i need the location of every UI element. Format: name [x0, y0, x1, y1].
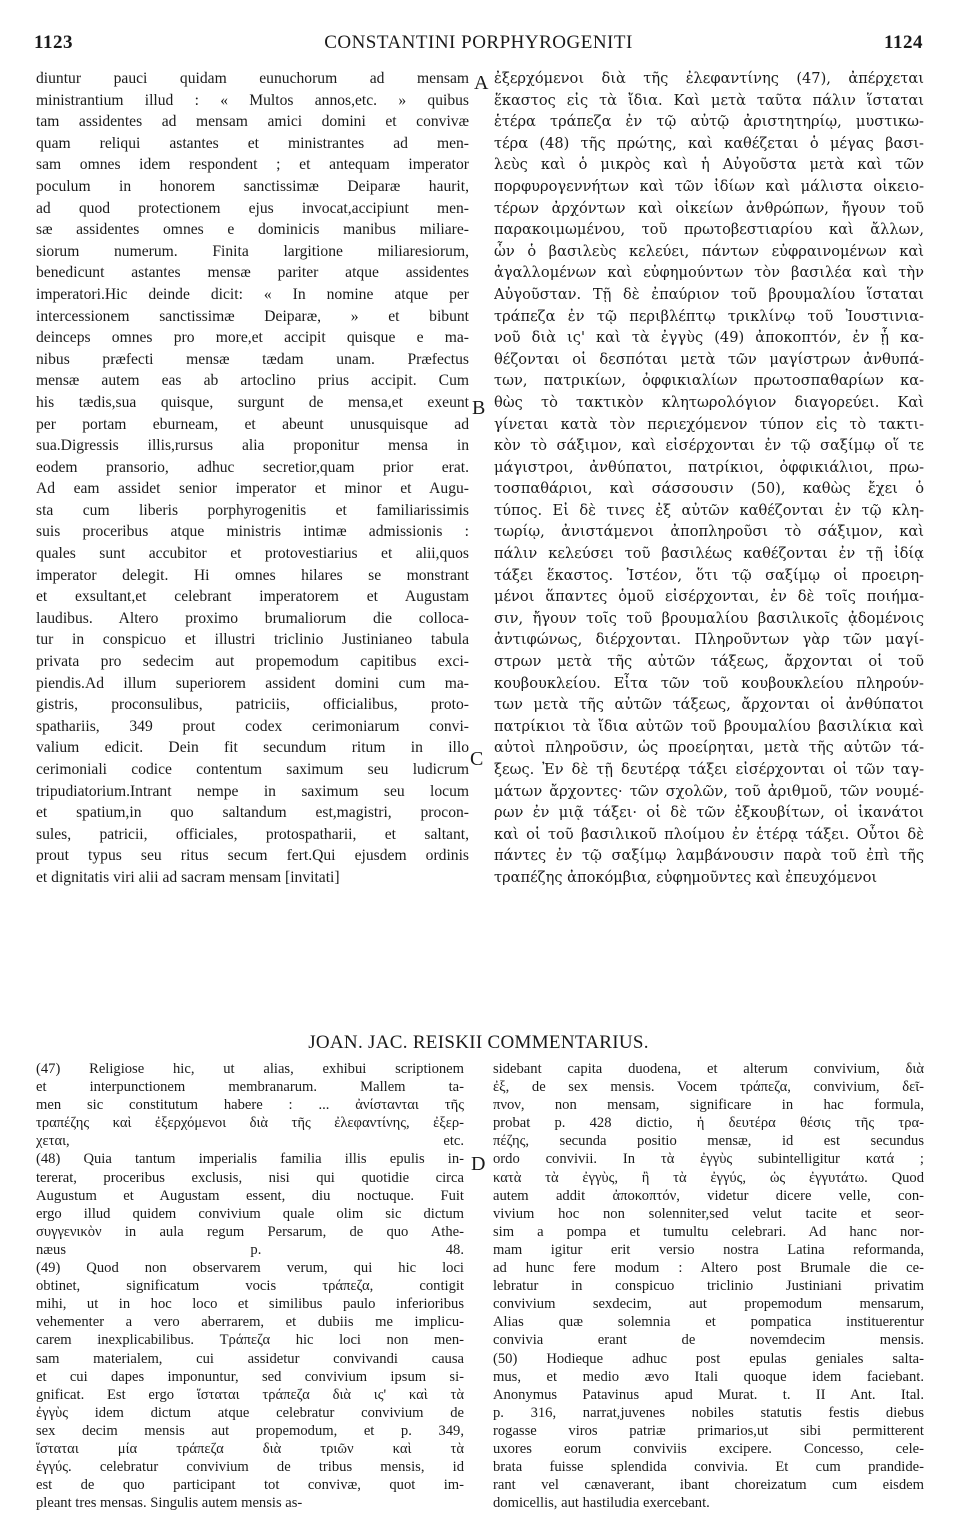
greek-text-line: ἕκαστος εἰς τὰ ἴδια. Καὶ μετὰ ταῦτα πάλιν ἵσταται	[494, 91, 924, 109]
greek-text-line: ξεως. Ἐν δὲ τῇ δευτέρᾳ τάξει εἰσέρχονται οἱ τῶν ταγ-	[494, 761, 924, 778]
greek-text-line: τάξει ἕκαστος. Ἰστέον, ὅτι τῷ σαξίμῳ οἱ προειρη-	[494, 566, 924, 584]
greek-text-line: τραπέζης ἀποκόμβια, εὐφημοῦντες καὶ ἐπευχόμενοι	[494, 868, 878, 886]
greek-text-line: παρακοιμωμένου, τοῦ πρωτοβεστιαρίου καὶ ἄλλων,	[494, 221, 924, 239]
latin-text-line: tam assidentes ad mensam amici domini et convivæ	[36, 113, 469, 131]
latin-text-line: deinceps omnes pro more,et accipit quisque e ma-	[36, 329, 469, 347]
commentary-line: et interpunctionem membranarum. Mallem ta-	[36, 1079, 464, 1096]
commentary-line: tererat, proceribus exclusis, nisi qui quotidie circa	[36, 1169, 464, 1186]
commentary-line: τραπέζης καὶ ἐξερχόμενοι διὰ τῆς ἐλεφαντίνης, ἐξερ-	[36, 1115, 464, 1132]
latin-text-line: ad quod protectionem ejus invocat,accipiunt men-	[36, 199, 469, 217]
latin-text-line: imperator delegit. Hi omnes hilares se monstrant	[36, 566, 469, 584]
commentary-line: sim a pompa et tumultu celebrari. Ad hanc nor-	[493, 1223, 924, 1240]
latin-text-line: diuntur pauci quidam eunuchorum ad mensam	[36, 70, 469, 87]
greek-text-line: καὶ οἱ τοῦ βασιλικοῦ πλοίμου ἐν ἑτέρᾳ τάξει. Οὗτοι δὲ	[494, 825, 924, 843]
commentary-heading: JOAN. JAC. REISKII COMMENTARIUS.	[308, 1032, 649, 1053]
commentary-line: obtinet, significatum vocis τράπεζα, contigit	[36, 1278, 464, 1295]
greek-text-line: των, πατρικίων, ὀφφικιαλίων πρωτοσπαθαρίων κα-	[494, 372, 924, 390]
latin-text-line: tripudiatorium.Intrant nempe in saximum seu locum	[36, 782, 469, 800]
commentary-line: ergo illud quidem convivium quale olim sic dictum	[36, 1205, 464, 1222]
commentary-line: (48) Quia tantum imperialis familia illis epulis in-	[36, 1151, 464, 1168]
latin-text-line: et spatium,in quo saltandum est,magistri, procon-	[36, 804, 469, 822]
commentary-line: χεται, etc.	[36, 1133, 464, 1150]
latin-text-line: benedicunt astantes mensæ pariter atque assidentes	[36, 264, 469, 282]
greek-text-line: τοσπαθάριοι, καὶ σάσσουσιν (50), καθὼς ἔχει ὁ	[494, 480, 924, 498]
commentary-line: sam materialem, cui assidetur convivandi causa	[36, 1350, 464, 1367]
latin-text-line: laudibus. Altero proximo brumaliorum die colloca-	[36, 609, 469, 627]
greek-text-line: πάντες ἐν τῷ σαξίμῳ λαμβάνουσιν παρὰ τοῦ ἐπὶ τῆς	[494, 847, 924, 865]
commentary-line: uxores eorum conviviis excipere. Concesso, cele-	[493, 1440, 924, 1457]
commentary-line: gnificat. Est ergo ἵσταται τράπεζα διὰ ις' καὶ τὰ	[36, 1386, 464, 1403]
greek-text-line: αὐτοὶ πληροῦσιν, ὡς προείρηται, μετὰ τῆς αὐτῶν τά-	[494, 739, 924, 757]
greek-text-line: μένοι ἅπαντες ὁμοῦ εἰσέρχονται, ἐν δὲ τοῖς ποιήμα-	[494, 588, 924, 606]
latin-text-line: et exsultant,et celebrant imperatorem et Augustam	[36, 588, 469, 606]
commentary-line: convivia erant de novemdecim mensis.	[493, 1332, 924, 1349]
greek-text-line: κὸν τὸ σάξιμον, καὶ εἰσέρχονται ἐν τῷ σαξίμῳ οἵ τε	[494, 437, 924, 455]
commentary-line: ἐγγὺς idem dictum atque celebratur convivium de	[36, 1404, 464, 1421]
commentary-left-column	[36, 1060, 464, 1512]
latin-text-line: sta cum liberis porphyrogenitis et familiarissimis	[36, 501, 469, 519]
commentary-line: κατὰ τὰ ἐγγὺς, ἢ τὰ ἐγγύς, ὡς ἐγγυτάτω. Quod	[493, 1169, 924, 1186]
greek-text-line: ἀγαλλομένων καὶ εὐφημούντων τὸν βασιλέα καὶ τὴν	[494, 264, 924, 282]
commentary-line: est de quo participant tot convivæ, quot im-	[36, 1477, 464, 1494]
greek-text-line: των μετὰ τῆς αὐτῶν τάξεως, ἄρχονται οἱ ἀνθύπατοι	[494, 696, 924, 714]
commentary-line: carem inexplicabilibus. Τράπεζα hic loci non men-	[36, 1332, 464, 1349]
greek-text-line: στρων μετὰ τῆς αὐτῶν τάξεως, ἄρχονται οἱ τοῦ	[494, 653, 924, 671]
greek-text-line: μάγιστροι, ἀνθύπατοι, πατρίκιοι, ὀφφικιάλιοι, πρω-	[494, 458, 924, 476]
commentary-line: et cui dapes imponuntur, sed convivium ipsum si-	[36, 1368, 464, 1385]
commentary-line: rant vel cænaverant, ibant choreizatum cum eisdem	[493, 1477, 924, 1494]
commentary-line: ad hunc fere modum : Altero post Brumale die ce-	[493, 1260, 924, 1277]
commentary-line: (49) Quod non observarem verum, qui hic loci	[36, 1260, 464, 1277]
greek-text-line: κουβουκλείου. Εἶτα τῶν τοῦ κουβουκλείου πληρούν-	[494, 674, 924, 692]
latin-text-line: Ad eam assidet senior imperator et minor et Augu-	[36, 480, 469, 498]
commentary-line: autem addit ἀποκοπτόν, videtur dicere velle, con-	[493, 1187, 924, 1204]
greek-text-line: θέζονται οἱ δεσπόται μετὰ τῶν μαγίστρων ἀνθυπά-	[494, 350, 924, 368]
commentary-line: mus, et medio ævo Itali quoque idem faciebant.	[493, 1368, 924, 1385]
greek-text-line: νοῦ διὰ ις' καὶ τὰ ἐγγὺς (49) ἀποκοπτόν, ἐν ᾗ κα-	[494, 329, 924, 347]
latin-text-line: piendis.Ad illum superiorem assident domini cum ma-	[36, 674, 469, 692]
greek-text-line: ἀντιφώνως, διέρχονται. Πληροῦντων γὰρ τῶν μαγί-	[494, 631, 924, 649]
commentary-line: ἐγγύς. celebratur convivium de tribus mensis, id	[36, 1459, 464, 1476]
page-number-right: 1124	[884, 32, 923, 53]
greek-text-line: τέρα (48) τῆς πρώτης, καὶ καθέζεται ὁ μέγας βασι-	[494, 134, 924, 152]
commentary-line: vehementer a vero aberrarem, et dubiis me implicu-	[36, 1314, 464, 1331]
latin-text-line: mensæ autem eas ab artoclino prius accipit. Cum	[36, 372, 469, 390]
greek-text-line: ἑτέρα τράπεζα ἐν τῷ αὐτῷ ἀριστητηρίῳ, μυστικω-	[494, 113, 924, 131]
commentary-line: sidebant capita duodena, et alterum convivium, διὰ	[493, 1061, 924, 1077]
greek-text-line: ὧν ὁ βασιλεὺς κελεύει, πάντων εὐφραινομένων καὶ	[494, 242, 924, 260]
page-number-left: 1123	[34, 32, 73, 53]
latin-text-line: et dignitatis viri alii ad sacram mensam [invitati]	[36, 868, 340, 886]
commentary-line: mihi, ut in hoc loco et similibus paulo inferioribus	[36, 1296, 464, 1313]
latin-text-line: ministrantium illud : « Multos annos,etc. » quibus	[36, 91, 469, 109]
latin-text-line: intercessionem sanctissimæ Deiparæ, » et bibunt	[36, 307, 469, 325]
commentary-line: Augustum et Augustam essent, diu noctuque. Fuit	[36, 1187, 464, 1204]
latin-text-line: quales sunt accubitor et protovestiarius et alii,quos	[36, 545, 469, 563]
commentary-line: sex decim mensis aut propemodum, et p. 349,	[36, 1422, 464, 1439]
greek-text-line: πορφυρογεννήτων καὶ τῶν ἰδίων καὶ μάλιστα οἰκειο-	[494, 177, 924, 195]
greek-text-line: ἐξερχόμενοι διὰ τῆς ἐλεφαντίνης (47), ἀπέρχεται	[494, 70, 924, 87]
latin-text-line: valium edicit. Dein fit secundum ritum in illo	[36, 739, 469, 757]
commentary-line: lebratur in conspicuo triclinio Justiniani privatim	[493, 1278, 924, 1295]
greek-text-line: τωρίῳ, ἀνιστάμενοι ἀποπληροῦσι τὸ σάξιμον, καὶ	[494, 523, 924, 541]
latin-text-line: spathariis, 349 prout codex cerimoniarum convi-	[36, 717, 469, 735]
greek-text-line: γίνεται κατὰ τὸν περιεχόμενον τύπον εἰς τὸ τακτι-	[494, 415, 924, 433]
latin-text-line: privata pro sedecim aut propemodum capitibus exci-	[36, 653, 469, 671]
margin-letter-d: D	[471, 1153, 486, 1175]
margin-letter-a: A	[474, 72, 489, 94]
commentary-line: pleant tres mensas. Singulis autem mensis as-	[36, 1495, 303, 1512]
margin-letter-b: B	[472, 397, 486, 419]
latin-text-line: poculum in honorem sanctissimæ Deiparæ haurit,	[36, 177, 469, 195]
latin-text-line: siorum numerum. Finita largitione miliaresiorum,	[36, 242, 469, 260]
greek-text-line: θὼς τὸ τακτικὸν κλητωρολόγιον διαγορεύει. Καὶ	[494, 393, 924, 411]
commentary-line: ἐξ, de sex mensis. Vocem τράπεζα, convivium, δεῖ-	[493, 1079, 924, 1096]
latin-text-line: cerimoniali codice contentum saximum seu ludicrum	[36, 761, 469, 778]
greek-text-line: πατρίκιοι τὰ ἴδια αὐτῶν τοῦ βρουμαλίου βασιλίκια καὶ	[494, 717, 924, 735]
commentary-line: Anonymus Patavinus apud Murat. t. II Ant. Ital.	[493, 1386, 924, 1403]
commentary-line: πνον, non mensam, significare in hac formula,	[493, 1097, 924, 1114]
greek-text-line: Αὐγοῦσταν. Τῇ δὲ ἐπαύριον τοῦ βρουμαλίου ἵσταται	[494, 285, 924, 303]
greek-text-line: τέρων ἀρχόντων καὶ οἰκείων ἀνθρώπων, ἤγουν τοῦ	[494, 199, 924, 217]
commentary-line: rogasse viros patriæ primarios,ut sibi permitterent	[493, 1422, 924, 1439]
commentary-line: συγγενικὸν in aula regum Persarum, de quo Athe-	[36, 1223, 464, 1240]
commentary-line: (47) Religiose hic, ut alias, exhibui scriptionem	[36, 1061, 464, 1077]
commentary-line: ἵσταται μία τράπεζα διὰ τριῶν καὶ τὰ	[36, 1440, 464, 1457]
greek-text-line: σιν, ἤγουν τοῖς τοῦ βρουμαλίου βασιλικοῖς ᾀδομένοις	[494, 609, 924, 627]
latin-text-line: his tædis,sua quisque, surgunt de mensa,et exeunt	[36, 393, 469, 411]
commentary-line: domicellis, aut hastiludia exercebant.	[493, 1495, 710, 1512]
running-title: CONSTANTINI PORPHYROGENITI	[324, 32, 633, 53]
greek-text-line: τύπος. Εἰ δὲ τινες ἐξ αὐτῶν καθέζονται ἐν τῷ κλη-	[494, 501, 924, 519]
latin-text-line: per portam eburneam, et abeunt unusquisque ad	[36, 415, 469, 433]
margin-letter-c: C	[470, 748, 484, 770]
commentary-line: ordo convivii. In τὰ ἐγγὺς subintelligitur κατά ;	[493, 1151, 924, 1168]
commentary-line: πέζης, secunda positio mensæ, id est secundus	[493, 1133, 924, 1150]
latin-text-line: suis proceribus atque ministris intimæ admissionis :	[36, 523, 469, 541]
latin-text-line: prout typus seu ritus secum fert.Qui ejusdem ordinis	[36, 847, 469, 865]
commentary-line: Alias quæ solemnia et pompatica instituerentur	[493, 1314, 924, 1331]
greek-text-line: πάλιν κελεύσει τοῦ βασιλέως καθέζονται ἐν τῇ ἰδίᾳ	[494, 545, 924, 563]
commentary-line: probat p. 428 dictio, ἡ δευτέρα θέσις τῆς τρα-	[493, 1115, 924, 1132]
greek-text-line: ρων ἐν μιᾷ τάξει· οἱ δὲ τῶν ἐξκουβίτων, οἱ ἱκανάτοι	[494, 804, 924, 822]
commentary-line: convivium sexdecim, aut propemodum mensarum,	[493, 1296, 924, 1313]
latin-text-line: sæ assidentes omnes e dominicis manibus miliare-	[36, 221, 469, 239]
latin-text-line: sua.Digressis illis,rursus alia proponitur mensa in	[36, 437, 469, 455]
commentary-right-column	[493, 1060, 924, 1512]
latin-text-line: nibus præfecti mensæ tædam unam. Præfectus	[36, 350, 469, 368]
latin-text-line: eodem pransorio, adhuc secretior,quam prior erat.	[36, 458, 469, 476]
greek-text-line: μάτων ἄρχοντες· τῶν σχολῶν, τοῦ ἀριθμοῦ, τῶν νουμέ-	[494, 782, 924, 800]
commentary-line: vivium hoc non solenniter,sed velut tacite et seor-	[493, 1205, 924, 1222]
latin-text-column	[36, 68, 469, 889]
latin-text-line: tur in conspicuo et illustri triclinio Justinianeo tabula	[36, 631, 469, 649]
latin-text-line: quam reliqui astantes et ministrantes ad men-	[36, 134, 469, 152]
greek-text-line: λεὺς καὶ ὁ μικρὸς καὶ ἡ Αὐγοῦστα μετὰ καὶ τῶν	[494, 156, 924, 174]
latin-text-line: imperatori.Hic deinde dicit: « In nomine atque per	[36, 285, 469, 303]
commentary-line: mam igitur erit versio nostra Latina reformanda,	[493, 1241, 924, 1258]
latin-text-line: gistris, proconsulibus, patriciis, officialibus, proto-	[36, 696, 469, 714]
commentary-line: næus p. 48.	[36, 1241, 464, 1258]
greek-text-line: τράπεζα ἐν τῷ περιβλέπτῳ τρικλίνῳ τοῦ Ἰουστινια-	[494, 307, 924, 325]
commentary-line: (50) Hodieque adhuc post epulas geniales salta-	[493, 1350, 924, 1367]
commentary-line: p. 316, narrat,juvenes nobiles statutis festis diebus	[493, 1404, 924, 1421]
latin-text-line: sules, patricii, officiales, protospatharii, et saltant,	[36, 825, 469, 843]
latin-text-line: sam omnes idem respondent ; et antequam imperator	[36, 156, 469, 174]
page-header	[34, 32, 923, 60]
commentary-line: brata fuisse splendida convivia. Et cum prandide-	[493, 1459, 924, 1476]
commentary-line: men sic constitutum habere : ... ἀνίστανται τῆς	[36, 1097, 464, 1114]
greek-text-column	[494, 68, 924, 889]
